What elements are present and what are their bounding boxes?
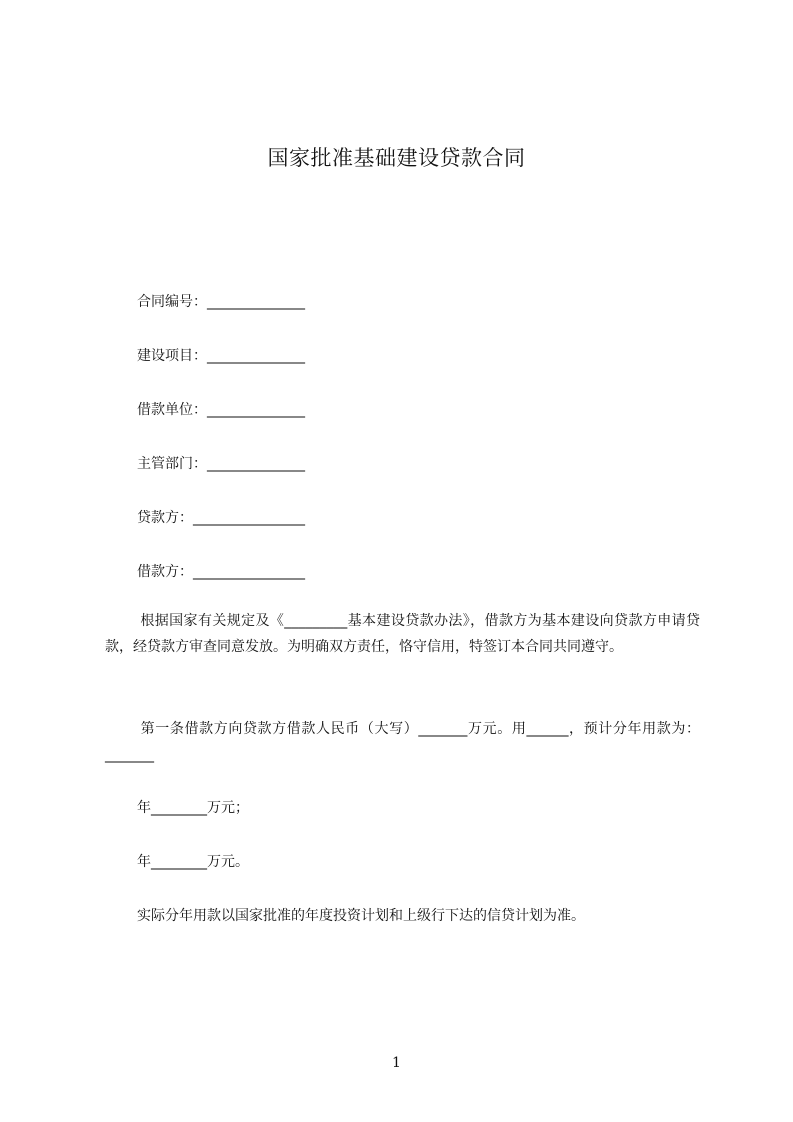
field-blank: ______________: [207, 348, 305, 364]
field-construction-project: [137, 346, 305, 366]
field-label: 建设项目：: [137, 348, 207, 364]
field-blank: ______________: [207, 402, 305, 418]
field-label: 合同编号：: [137, 294, 207, 310]
field-blank: ________________: [193, 510, 305, 526]
year-line-2: 年________万元。: [137, 854, 249, 870]
field-supervising-department: [137, 454, 305, 474]
year-line-1: 年________万元；: [137, 800, 249, 816]
page-number: 1: [392, 1055, 401, 1071]
field-blank: ______________: [207, 294, 305, 310]
field-blank: ______________: [207, 456, 305, 472]
field-borrowing-unit: [137, 400, 305, 420]
preamble-paragraph: [105, 608, 700, 660]
field-contract-number: [137, 292, 305, 312]
note-paragraph: 实际分年用款以国家批准的年度投资计划和上级行下达的信贷计划为准。: [137, 908, 585, 924]
document-title: 国家批准基础建设贷款合同: [267, 146, 526, 170]
field-lender: [137, 508, 305, 528]
article-1-text: 第一条借款方向贷款方借款人民币（大写）_______万元。用______，预计分年用款为：_______: [105, 721, 700, 763]
field-label: 借款方：: [137, 564, 193, 580]
article-1-paragraph: [105, 716, 700, 768]
field-label: 主管部门：: [137, 456, 207, 472]
preamble-text: 根据国家有关规定及《_________基本建设贷款办法》，借款方为基本建设向贷款方申请贷款，经贷款方审查同意发放。为明确双方责任，恪守信用，特签订本合同共同遵守。: [105, 613, 700, 655]
field-label: 贷款方：: [137, 510, 193, 526]
field-label: 借款单位：: [137, 402, 207, 418]
field-blank: ________________: [193, 564, 305, 580]
field-borrower: [137, 562, 305, 582]
